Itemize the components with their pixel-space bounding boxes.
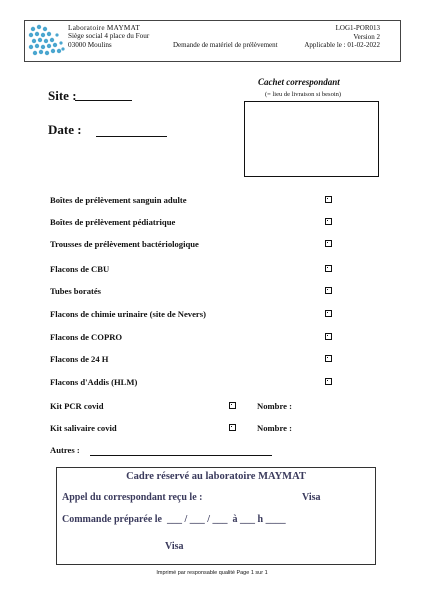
document-meta — [304, 24, 380, 50]
lab-address-line1: Siège social 4 place du Four — [68, 32, 150, 41]
cachet-subtitle: (= lieu de livraison si besoin) — [265, 91, 342, 98]
document-version: Version 2 — [353, 32, 380, 41]
date-field[interactable] — [96, 136, 167, 137]
item-label: Flacons de chimie urinaire (site de Nevers) — [50, 309, 206, 319]
item-label: Flacons de 24 H — [50, 354, 109, 364]
item-label: Boîtes de prélèvement pédiatrique — [50, 217, 176, 227]
site-field[interactable] — [75, 100, 132, 101]
item-checkbox[interactable] — [325, 310, 332, 317]
nombre-label: Nombre : — [257, 423, 292, 433]
item-label: Tubes boratés — [50, 286, 102, 296]
covid-item-checkbox[interactable] — [229, 424, 236, 431]
page-footer: Imprimé par responsable qualité Page 1 sur 1 — [156, 570, 268, 576]
item-checkbox[interactable] — [325, 240, 332, 247]
item-label: Boîtes de prélèvement sanguin adulte — [50, 195, 187, 205]
item-checkbox[interactable] — [325, 218, 332, 225]
date-label: Date : — [48, 122, 82, 137]
autres-label: Autres : — [50, 445, 80, 455]
item-label: Flacons de COPRO — [50, 332, 123, 342]
item-checkbox[interactable] — [325, 196, 332, 203]
cachet-title: Cachet correspondant — [258, 77, 340, 87]
document-code: LOG1-POR013 — [335, 24, 380, 32]
item-label: Flacons de CBU — [50, 264, 110, 274]
cachet-stamp-box[interactable] — [244, 101, 379, 177]
call-received-label: Appel du correspondant reçu le : — [62, 492, 203, 503]
item-checkbox[interactable] — [325, 378, 332, 385]
order-prepared-label: Commande préparée le ___ / ___ / ___ à ___ h ____ — [62, 514, 286, 525]
autres-field[interactable] — [90, 455, 272, 456]
document-title: Demande de matériel de prélèvement — [173, 41, 278, 49]
covid-item-label: Kit salivaire covid — [50, 423, 117, 433]
item-label: Trousses de prélèvement bactériologique — [50, 239, 199, 249]
visa-label: Visa — [302, 492, 321, 503]
covid-item-label: Kit PCR covid — [50, 401, 104, 411]
nombre-label: Nombre : — [257, 401, 292, 411]
item-label: Flacons d'Addis (HLM) — [50, 377, 138, 387]
reserved-lab-box — [56, 467, 376, 565]
item-checkbox[interactable] — [325, 355, 332, 362]
reserved-title: Cadre réservé au laboratoire MAYMAT — [126, 471, 306, 482]
lab-name: Laboratoire MAYMAT — [68, 24, 141, 32]
item-checkbox[interactable] — [325, 265, 332, 272]
item-checkbox[interactable] — [325, 287, 332, 294]
site-label: Site : — [48, 88, 77, 103]
lab-address-line2: 03000 Moulins — [68, 40, 112, 49]
document-header — [24, 20, 401, 62]
item-checkbox[interactable] — [325, 333, 332, 340]
visa-label: Visa — [165, 541, 184, 552]
lab-logo-icon — [27, 23, 67, 57]
covid-item-checkbox[interactable] — [229, 402, 236, 409]
lab-address-block — [68, 24, 149, 49]
document-applicable-date: Applicable le : 01-02-2022 — [304, 41, 380, 49]
